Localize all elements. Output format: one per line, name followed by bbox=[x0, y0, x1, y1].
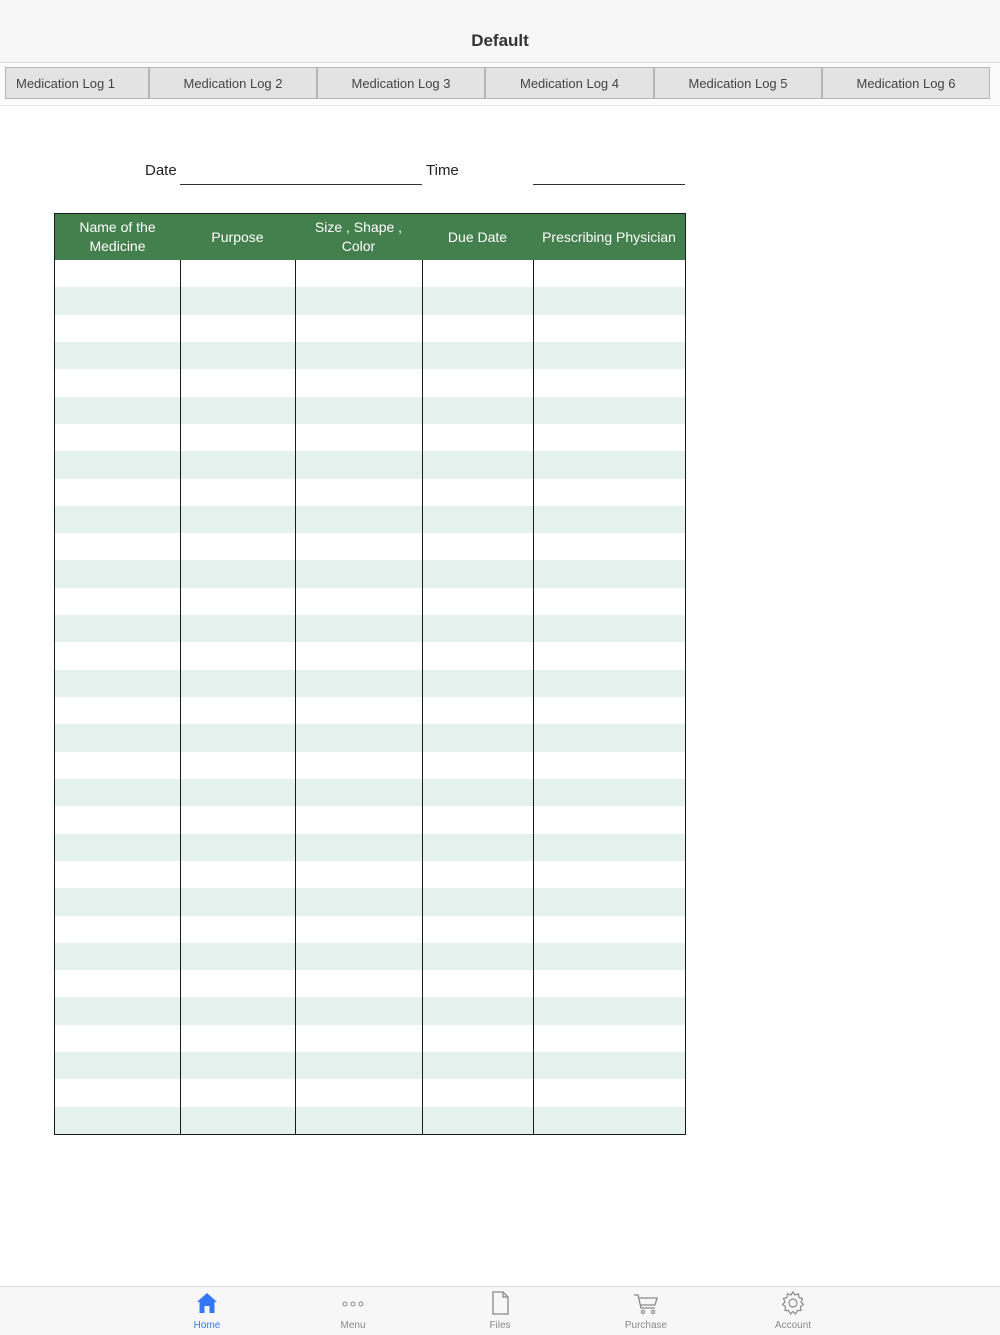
table-row[interactable] bbox=[55, 506, 685, 533]
table-row[interactable] bbox=[55, 315, 685, 342]
table-row[interactable] bbox=[55, 916, 685, 943]
tabbar-menu[interactable] bbox=[308, 1289, 398, 1335]
bottom-tab-bar bbox=[0, 1286, 1000, 1335]
column-divider bbox=[533, 260, 534, 1134]
table-row[interactable] bbox=[55, 642, 685, 669]
more-dots-icon bbox=[340, 1289, 366, 1317]
table-row[interactable] bbox=[55, 479, 685, 506]
header-size-shape-color: Size , Shape , Color bbox=[314, 219, 403, 254]
header-due-date: Due Date bbox=[447, 228, 508, 245]
tabbar-files[interactable] bbox=[455, 1289, 545, 1335]
tabbar-home[interactable] bbox=[162, 1289, 252, 1335]
tab-medication-log-4[interactable]: Medication Log 4 bbox=[485, 67, 654, 99]
tabbar-purchase-label: Purchase bbox=[624, 1320, 668, 1331]
table-row[interactable] bbox=[55, 1052, 685, 1079]
time-label: Time bbox=[426, 162, 459, 179]
table-row[interactable] bbox=[55, 670, 685, 697]
tabbar-account-label: Account bbox=[774, 1320, 812, 1331]
tab-medication-log-2[interactable]: Medication Log 2 bbox=[149, 67, 317, 99]
date-field[interactable] bbox=[180, 184, 422, 185]
file-icon bbox=[487, 1289, 513, 1317]
tabbar-purchase[interactable] bbox=[601, 1289, 691, 1335]
table-row[interactable] bbox=[55, 1107, 685, 1134]
table-row[interactable] bbox=[55, 970, 685, 997]
table-row[interactable] bbox=[55, 1079, 685, 1106]
table-row[interactable] bbox=[55, 1025, 685, 1052]
tab-medication-log-3[interactable]: Medication Log 3 bbox=[317, 67, 485, 99]
table-row[interactable] bbox=[55, 260, 685, 287]
table-row[interactable] bbox=[55, 888, 685, 915]
table-row[interactable] bbox=[55, 615, 685, 642]
table-row[interactable] bbox=[55, 752, 685, 779]
table-row[interactable] bbox=[55, 779, 685, 806]
column-divider bbox=[422, 260, 423, 1134]
gear-icon bbox=[780, 1289, 806, 1317]
date-label: Date bbox=[145, 162, 177, 179]
header-purpose: Purpose bbox=[211, 228, 264, 245]
tab-medication-log-1[interactable]: Medication Log 1 bbox=[5, 67, 149, 99]
log-tabs bbox=[0, 63, 1000, 106]
table-row[interactable] bbox=[55, 397, 685, 424]
table-body bbox=[55, 260, 685, 1134]
tabbar-home-label: Home bbox=[193, 1320, 221, 1331]
column-divider bbox=[295, 260, 296, 1134]
table-row[interactable] bbox=[55, 342, 685, 369]
navigation-bar bbox=[0, 0, 1000, 63]
table-row[interactable] bbox=[55, 806, 685, 833]
cart-icon bbox=[633, 1289, 659, 1317]
time-field[interactable] bbox=[533, 184, 685, 185]
home-icon bbox=[194, 1289, 220, 1317]
tabbar-account[interactable] bbox=[748, 1289, 838, 1335]
table-row[interactable] bbox=[55, 697, 685, 724]
table-row[interactable] bbox=[55, 287, 685, 314]
tab-medication-log-5[interactable]: Medication Log 5 bbox=[654, 67, 822, 99]
tabbar-files-label: Files bbox=[489, 1320, 511, 1331]
tabbar-menu-label: Menu bbox=[340, 1320, 366, 1331]
table-row[interactable] bbox=[55, 834, 685, 861]
medication-table bbox=[54, 213, 686, 1135]
table-row[interactable] bbox=[55, 533, 685, 560]
table-row[interactable] bbox=[55, 369, 685, 396]
header-prescribing-physician: Prescribing Physician bbox=[542, 228, 676, 245]
table-row[interactable] bbox=[55, 451, 685, 478]
table-row[interactable] bbox=[55, 424, 685, 451]
table-row[interactable] bbox=[55, 997, 685, 1024]
column-divider bbox=[180, 260, 181, 1134]
table-row[interactable] bbox=[55, 943, 685, 970]
table-row[interactable] bbox=[55, 560, 685, 587]
tab-medication-log-6[interactable]: Medication Log 6 bbox=[822, 67, 990, 99]
table-row[interactable] bbox=[55, 861, 685, 888]
header-name-of-medicine: Name of the Medicine bbox=[79, 219, 156, 254]
table-row[interactable] bbox=[55, 588, 685, 615]
table-header bbox=[55, 214, 685, 260]
page-title: Default bbox=[471, 31, 529, 50]
table-row[interactable] bbox=[55, 724, 685, 751]
